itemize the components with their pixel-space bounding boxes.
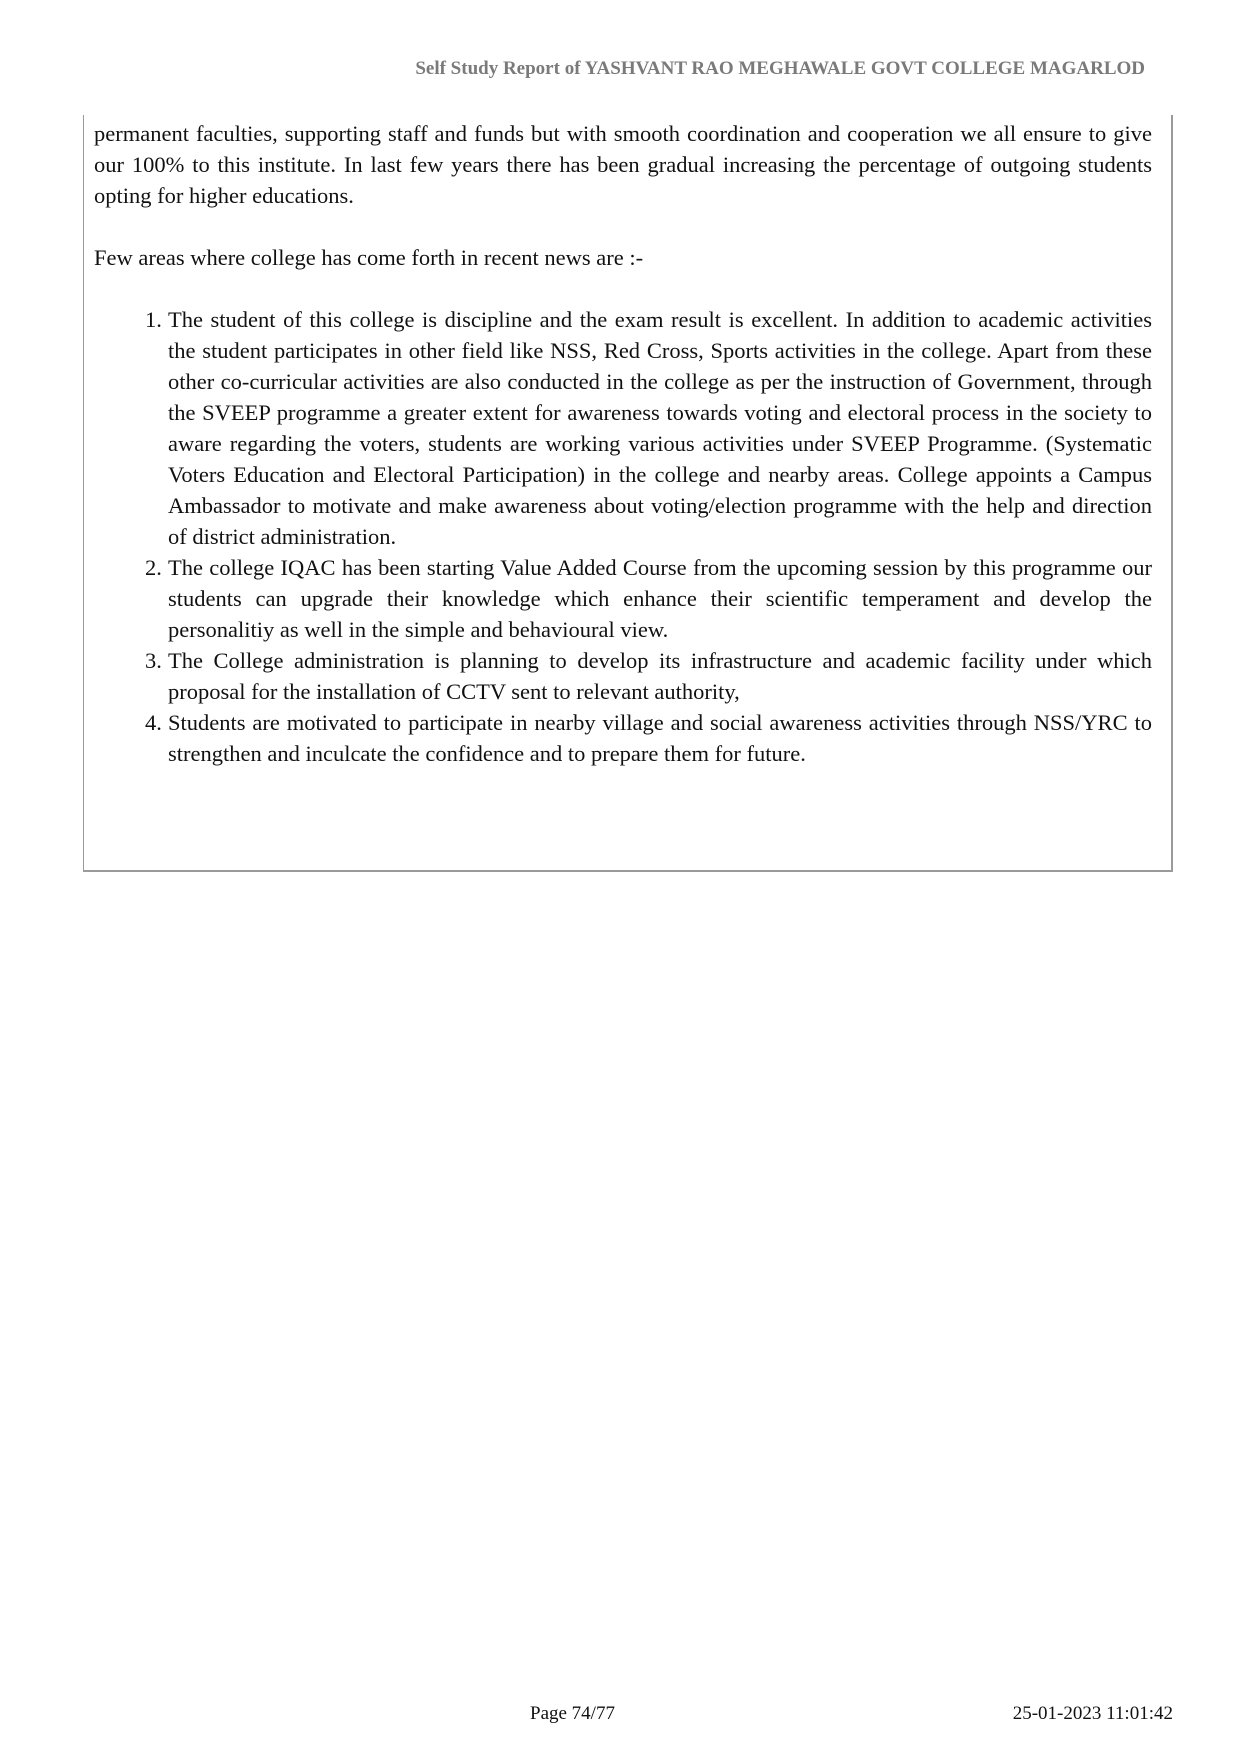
page-number: Page 74/77 — [530, 1703, 615, 1724]
item-number: 3. — [145, 648, 162, 673]
item-text: The College administration is planning to develop its infrastructure and academic facility under which proposal for the installation of CCTV sent to relevant authority, — [168, 648, 1152, 704]
item-text: Students are motivated to participate in nearby village and social awareness activities through NSS/YRC to strengthen and inculcate the confidence and to prepare them for future. — [168, 710, 1152, 766]
areas-heading: Few areas where college has come forth in recent news are :- — [94, 245, 644, 270]
document-body — [94, 118, 1152, 769]
list-item — [94, 304, 1152, 552]
item-number: 2. — [145, 555, 162, 580]
item-number: 1. — [145, 307, 162, 332]
item-number: 4. — [145, 710, 162, 735]
news-list — [94, 304, 1152, 769]
list-item — [94, 645, 1152, 707]
intro-paragraph: permanent faculties, supporting staff and funds but with smooth coordination and cooperation we all ensure to give our 100% to this institute. In last few years there has been gradual increasing the percentage of outgoing students opting for higher educations. — [94, 121, 1152, 208]
list-item — [94, 552, 1152, 645]
list-item — [94, 707, 1152, 769]
report-header: Self Study Report of YASHVANT RAO MEGHAWALE GOVT COLLEGE MAGARLOD — [415, 58, 1145, 79]
item-text: The student of this college is discipline and the exam result is excellent. In addition to academic activities the student participates in other field like NSS, Red Cross, Sports activities in the college. Apart from these other co-curricular activities are also conducted in the college as per the instruction of Government, through the SVEEP programme a greater extent for awareness towards voting and electoral process in the society to aware regarding the voters, students are working various activities under SVEEP Programme. (Systematic Voters Education and Electoral Participation) in the college and nearby areas. College appoints a Campus Ambassador to motivate and make awareness about voting/election programme with the help and direction of district administration. — [168, 307, 1152, 549]
timestamp: 25-01-2023 11:01:42 — [1012, 1703, 1173, 1724]
item-text: The college IQAC has been starting Value Added Course from the upcoming session by this programme our students can upgrade their knowledge which enhance their scientific temperament and develop the personalitiy as well in the simple and behavioural view. — [168, 555, 1152, 642]
